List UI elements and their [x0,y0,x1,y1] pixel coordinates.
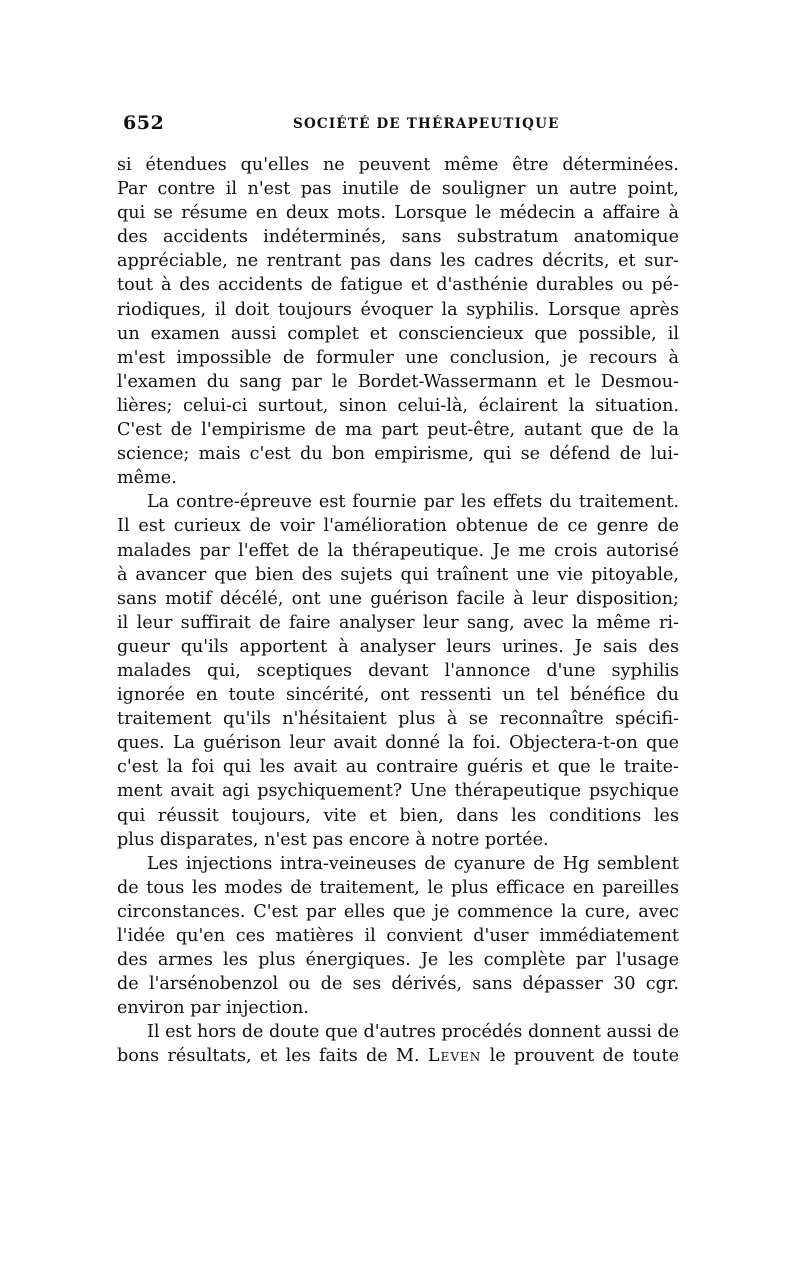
line-text-after: le prouvent de toute [481,1046,679,1067]
text-line: tout à des accidents de fatigue et d'asthénie durables ou pé- [117,275,679,296]
text-line: ignorée en toute sincérité, ont ressenti un tel bénéfice du [117,685,679,706]
text-line: Il est curieux de voir l'amélioration obtenue de ce genre de [117,516,679,537]
text-line: de tous les modes de traitement, le plus efficace en pareilles [117,877,679,898]
text-line: riodiques, il doit toujours évoquer la syphilis. Lorsque après [117,299,679,320]
text-line: malades par l'effet de la thérapeutique. Je me crois autorisé [117,540,679,561]
text-line: c'est la foi qui les avait au contraire guéris et que le traite- [117,757,679,778]
running-head: SOCIÉTÉ DE THÉRAPEUTIQUE [293,116,560,132]
text-line: l'idée qu'en ces matières il convient d'user immédiatement [117,926,679,946]
body-text [117,153,679,1069]
text-line: circonstances. C'est par elles que je commence la cure, avec [117,901,679,922]
text-line: science; mais c'est du bon empirisme, qui se défend de lui- [117,444,679,465]
text-line: malades qui, sceptiques devant l'annonce d'une syphilis [117,660,679,681]
paragraph-end-line: plus disparates, n'est pas encore à notre portée. [117,829,549,850]
paragraph-end-line: environ par injection. [117,998,309,1019]
text-line: de l'arsénobenzol ou de ses dérivés, sans dépasser 30 cgr. [117,974,679,995]
author-name: Leven [427,1046,482,1067]
text-line: un examen aussi complet et consciencieux que possible, il [117,323,679,344]
text-line: qui réussit toujours, vite et bien, dans les conditions les [117,805,679,826]
text-line: il leur suffirait de faire analyser leur sang, avec la même ri- [117,612,679,633]
text-line: ment avait agi psychiquement? Une thérapeutique psychique [117,781,679,802]
paragraph-end-line: même. [117,468,177,489]
text-line: ques. La guérison leur avait donné la foi. Objectera-t-on que [117,733,679,754]
text-line: C'est de l'empirisme de ma part peut-être, autant que de la [117,420,679,441]
page-header [123,112,676,140]
text-line: si étendues qu'elles ne peuvent même être déterminées. [117,155,679,175]
text-line: lières; celui-ci surtout, sinon celui-là, éclairent la situation. [117,395,679,416]
paragraph-first-line: La contre-épreuve est fournie par les effets du traitement. [147,492,679,513]
text-line: des accidents indéterminés, sans substratum anatomique [117,227,679,248]
paragraph-first-line: Les injections intra-veineuses de cyanure de Hg semblent [147,853,679,874]
paragraph-first-line: Il est hors de doute que d'autres procédés donnent aussi de [147,1022,679,1043]
text-line: m'est impossible de formuler une conclusion, je recours à [117,347,679,368]
text-line: appréciable, ne rentrant pas dans les cadres décrits, et sur- [117,251,679,272]
text-line: sans motif décélé, ont une guérison facile à leur disposition; [117,588,679,609]
text-line: à avancer que bien des sujets qui traînent une vie pitoyable, [117,564,679,585]
page-number: 652 [123,112,165,134]
text-line: qui se résume en deux mots. Lorsque le médecin a affaire à [117,203,679,224]
text-line: des armes les plus énergiques. Je les complète par l'usage [117,950,679,971]
text-line: gueur qu'ils apportent à analyser leurs urines. Je sais des [117,636,679,657]
text-line: l'examen du sang par le Bordet-Wassermann et le Desmou- [117,371,679,392]
text-line: Par contre il n'est pas inutile de souligner un autre point, [117,179,679,200]
text-line: traitement qu'ils n'hésitaient plus à se reconnaître spécifi- [117,709,679,730]
text-line-with-name [117,1044,679,1068]
line-text-before: bons résultats, et les faits de M. [117,1046,428,1067]
